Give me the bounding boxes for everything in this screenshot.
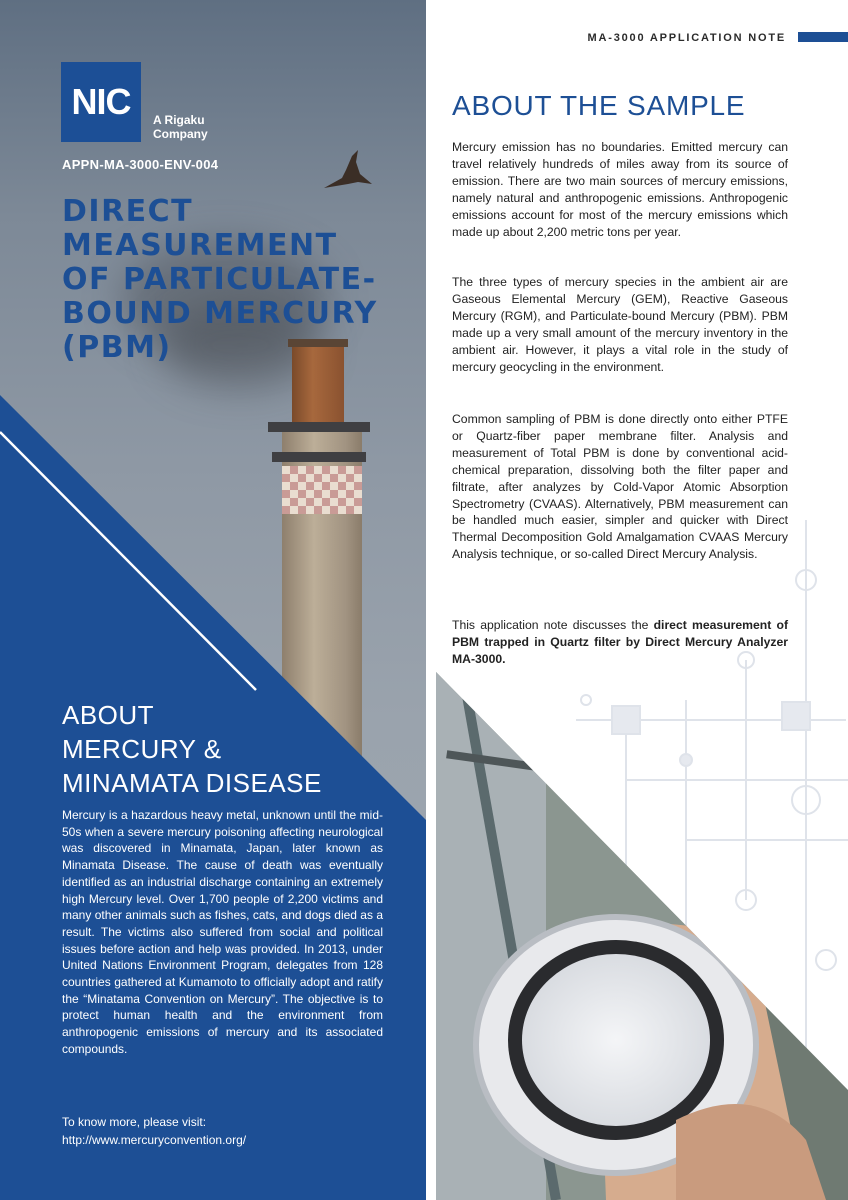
- mercury-convention-link[interactable]: http://www.mercuryconvention.org/: [62, 1133, 247, 1147]
- title-line: MEASUREMENT: [62, 228, 338, 263]
- paragraph-text: This application note discusses the: [452, 618, 654, 632]
- about-sample-heading: ABOUT THE SAMPLE: [452, 90, 746, 121]
- sample-paragraph: Common sampling of PBM is done directly onto either PTFE or Quartz-fiber paper membrane filter. Analysis and measurement of Total PBM is done by conventional acid-chemical preparation, dissolving both the filter paper and filtrate, after analyzes by Cold-Vapor Atomic Absorption Spectrometry (CVAAS). Alternatively, PBM measurement can be handled much easier, simpler and quicker with Direct Thermal Decomposition Gold Amalgamation CVAAS Mercury Analysis technique, or so-called Direct Mercury Analysis.: [452, 412, 788, 562]
- logo-text: NIC: [71, 81, 131, 122]
- sample-paragraph: The three types of mercury species in the ambient air are Gaseous Elemental Mercury (GEM), Reactive Gaseous Mercury (RGM), and Particulate-bound Mercury (PBM). PBM made up a very small amount of the mercury inventory in the ambient air. However, it plays a vital role in the study of mercury geocycling in the environment.: [452, 275, 788, 374]
- logo-subtitle-line: A Rigaku: [153, 113, 205, 127]
- appn-code: APPN-MA-3000-ENV-004: [62, 157, 219, 172]
- sample-paragraph: [452, 617, 788, 668]
- heading-line: MERCURY &: [62, 734, 222, 764]
- about-mercury-heading: [62, 698, 402, 800]
- title-line: DIRECT: [62, 194, 194, 229]
- right-column: [426, 0, 848, 1200]
- sample-paragraph: Mercury emission has no boundaries. Emitted mercury can travel relatively hundreds of miles away from its source of emission. There are two main sources of mercury emissions, namely natural and anthropogenic emissions. Anthropogenic emissions account for most of the mercury emissions which made up about 2,200 metric tons per year.: [452, 140, 788, 239]
- accent-bar: [798, 32, 848, 42]
- about-mercury-body: Mercury is a hazardous heavy metal, unknown until the mid-50s when a severe mercury poisoning affecting neurological was discovered in Minamata, Japan, later known as Minamata Disease. The cause of death was eventually identified as an industrial discharge containing an extremely high Mercury level. Over 1,700 people of 2,200 victims and many other animals such as fishes, cats, and dogs died as a result. The victims also suffered from social and political issues before action and help was provided. In 2013, under United Nations Environment Program, delegates from 128 countries gathered at Kumamoto to officially adopt and ratify the “Minatama Convention on Mercury”. The objective is to protect human health and the environment from anthropogenic emissions of mercury and its associated compounds.: [62, 808, 383, 1056]
- title-line: OF PARTICULATE-: [62, 262, 377, 297]
- title-line: (PBM): [62, 330, 172, 365]
- title-line: BOUND MERCURY: [62, 296, 378, 331]
- heading-line: MINAMATA DISEASE: [62, 768, 322, 798]
- logo-subtitle-line: Company: [153, 127, 208, 141]
- application-note-tag: MA-3000 APPLICATION NOTE: [587, 32, 786, 44]
- visit-label: To know more, please visit:: [62, 1115, 207, 1129]
- paragraph-bold-text: direct measurement of PBM trapped in Quartz filter by Direct Mercury Analyzer MA-3000.: [452, 618, 789, 666]
- logo-subtitle: [153, 113, 208, 141]
- heading-line: ABOUT: [62, 700, 155, 730]
- main-title: [62, 195, 422, 365]
- nic-logo: [61, 62, 141, 142]
